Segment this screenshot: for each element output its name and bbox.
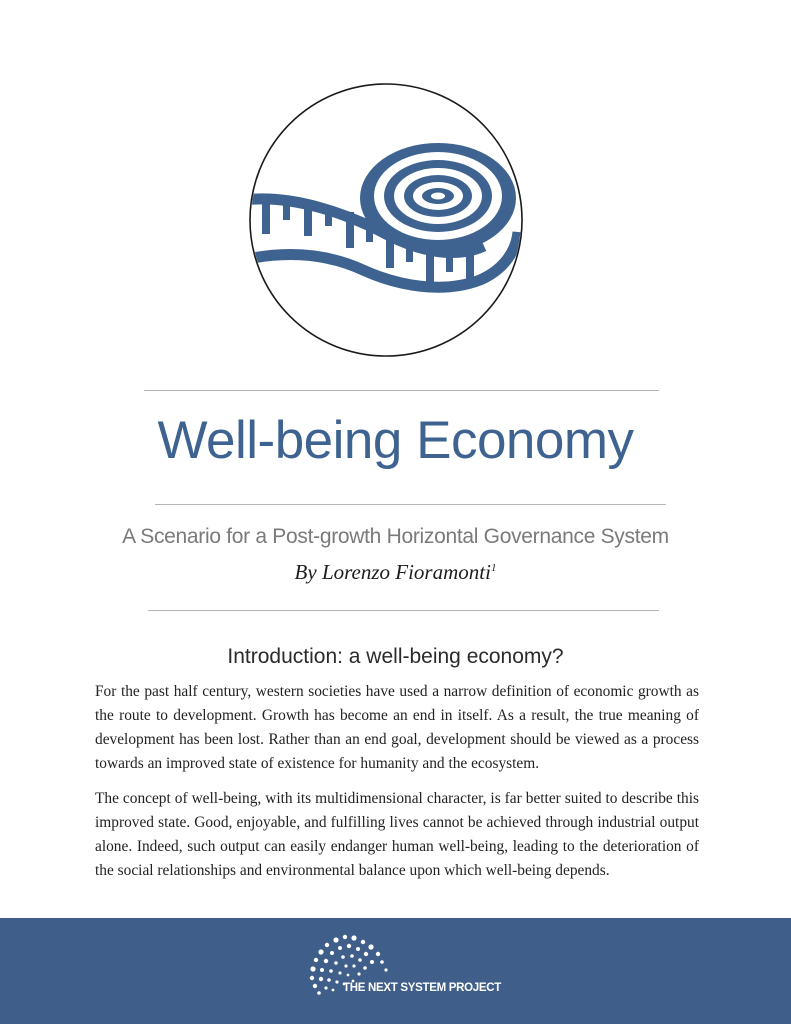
- tape-measure-icon: [248, 82, 524, 358]
- top-rule: [144, 390, 659, 391]
- page-title: Well-being Economy: [157, 411, 634, 470]
- section-heading: Introduction: a well-being economy?: [227, 645, 564, 668]
- footnote-marker[interactable]: 1: [490, 562, 497, 574]
- title-rule: [155, 504, 666, 505]
- subtitle: A Scenario for a Post-growth Horizontal Governance System: [122, 525, 669, 548]
- paragraph: The concept of well-being, with its multidimensional character, is far better suited to describe this improved state. Good, enjoyable, and fulfilling lives cannot be achieved through industrial output alone. Indeed, such output can easily endanger human well-being, leading to the deterioration of the social relationships and environmental balance upon which well-being depends.: [95, 790, 699, 879]
- paragraph: For the past half century, western societies have used a narrow definition of economic growth as the route to development. Growth has become an end in itself. As a result, the true meaning of development has been lost. Rather than an end goal, development should be viewed as a process towards an improved state of existence for humanity and the ecosystem.: [95, 683, 699, 772]
- body-text: [95, 680, 699, 894]
- byline-rule: [148, 610, 659, 611]
- footer-band: [0, 918, 791, 1024]
- logo-wordmark[interactable]: THE NEXT SYSTEM PROJECT: [343, 982, 501, 994]
- author-name: By Lorenzo Fioramonti: [294, 560, 491, 584]
- byline: [0, 562, 791, 583]
